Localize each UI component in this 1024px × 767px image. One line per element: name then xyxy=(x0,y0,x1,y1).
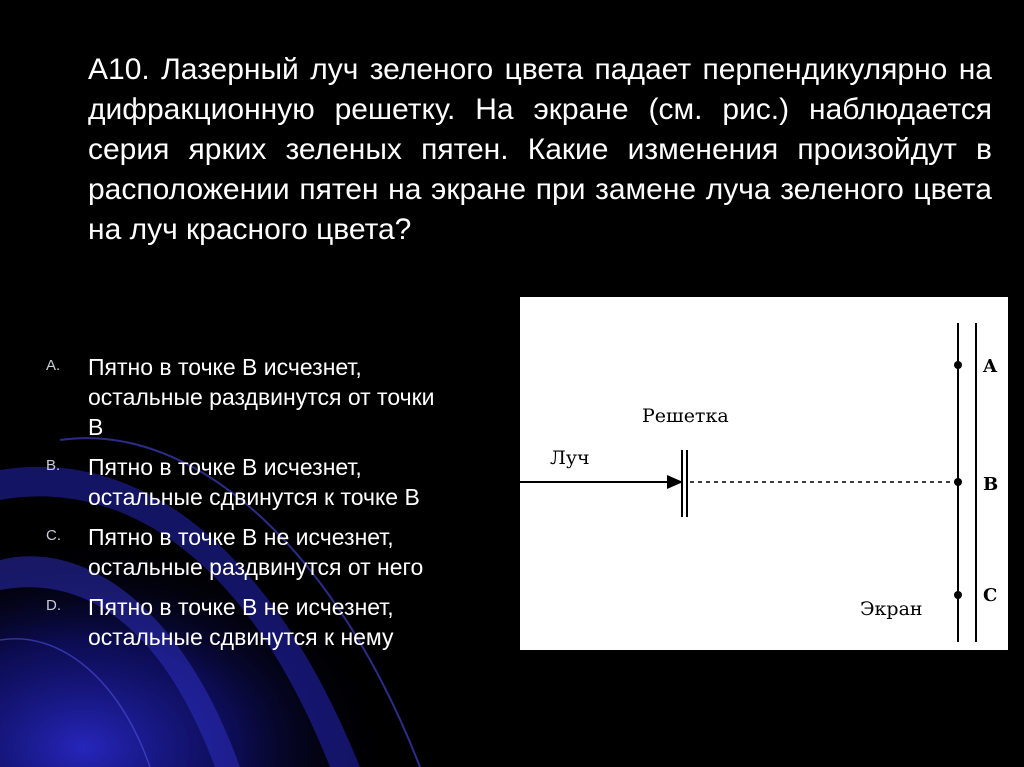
answer-text: Пятно в точке В исчезнет, остальные сдвинутся к точке В xyxy=(88,454,420,510)
answer-text: Пятно в точке В не исчезнет, остальные раздвинутся от него xyxy=(88,524,424,580)
point-c-dot xyxy=(954,591,962,599)
answer-option-c[interactable] xyxy=(0,522,530,582)
question-text: А10. Лазерный луч зеленого цвета падает перпендикулярно на дифракционную решетку. На экране (см. рис.) наблюдается серия ярких зеленых пятен. Какие изменения произойдут в расположении пятен на экране при замене луча зеленого цвета на луч красного цвета? xyxy=(88,53,992,246)
answer-option-d[interactable] xyxy=(0,592,530,652)
point-b-dot xyxy=(954,478,962,486)
answer-option-a[interactable] xyxy=(0,352,530,442)
answer-text: Пятно в точке В исчезнет, остальные раздвинутся от точки В xyxy=(88,354,435,440)
point-a-label: A xyxy=(983,356,997,377)
beam-label: Луч xyxy=(550,447,590,469)
answer-letter: C. xyxy=(46,527,61,544)
diffraction-diagram xyxy=(520,297,1008,650)
point-a-dot xyxy=(954,361,962,369)
answer-letter: B. xyxy=(46,457,61,474)
answer-text: Пятно в точке В не исчезнет, остальные сдвинутся к нему xyxy=(88,594,394,650)
grating-label: Решетка xyxy=(642,405,729,427)
answer-list xyxy=(0,352,530,662)
screen-label: Экран xyxy=(860,598,923,620)
answer-letter: A. xyxy=(46,357,61,374)
point-b-label: B xyxy=(983,474,999,495)
beam-arrow xyxy=(667,475,683,489)
diffraction-figure xyxy=(520,297,1008,650)
answer-letter: D. xyxy=(46,597,61,614)
answer-option-b[interactable] xyxy=(0,452,530,512)
point-c-label: C xyxy=(983,585,998,606)
